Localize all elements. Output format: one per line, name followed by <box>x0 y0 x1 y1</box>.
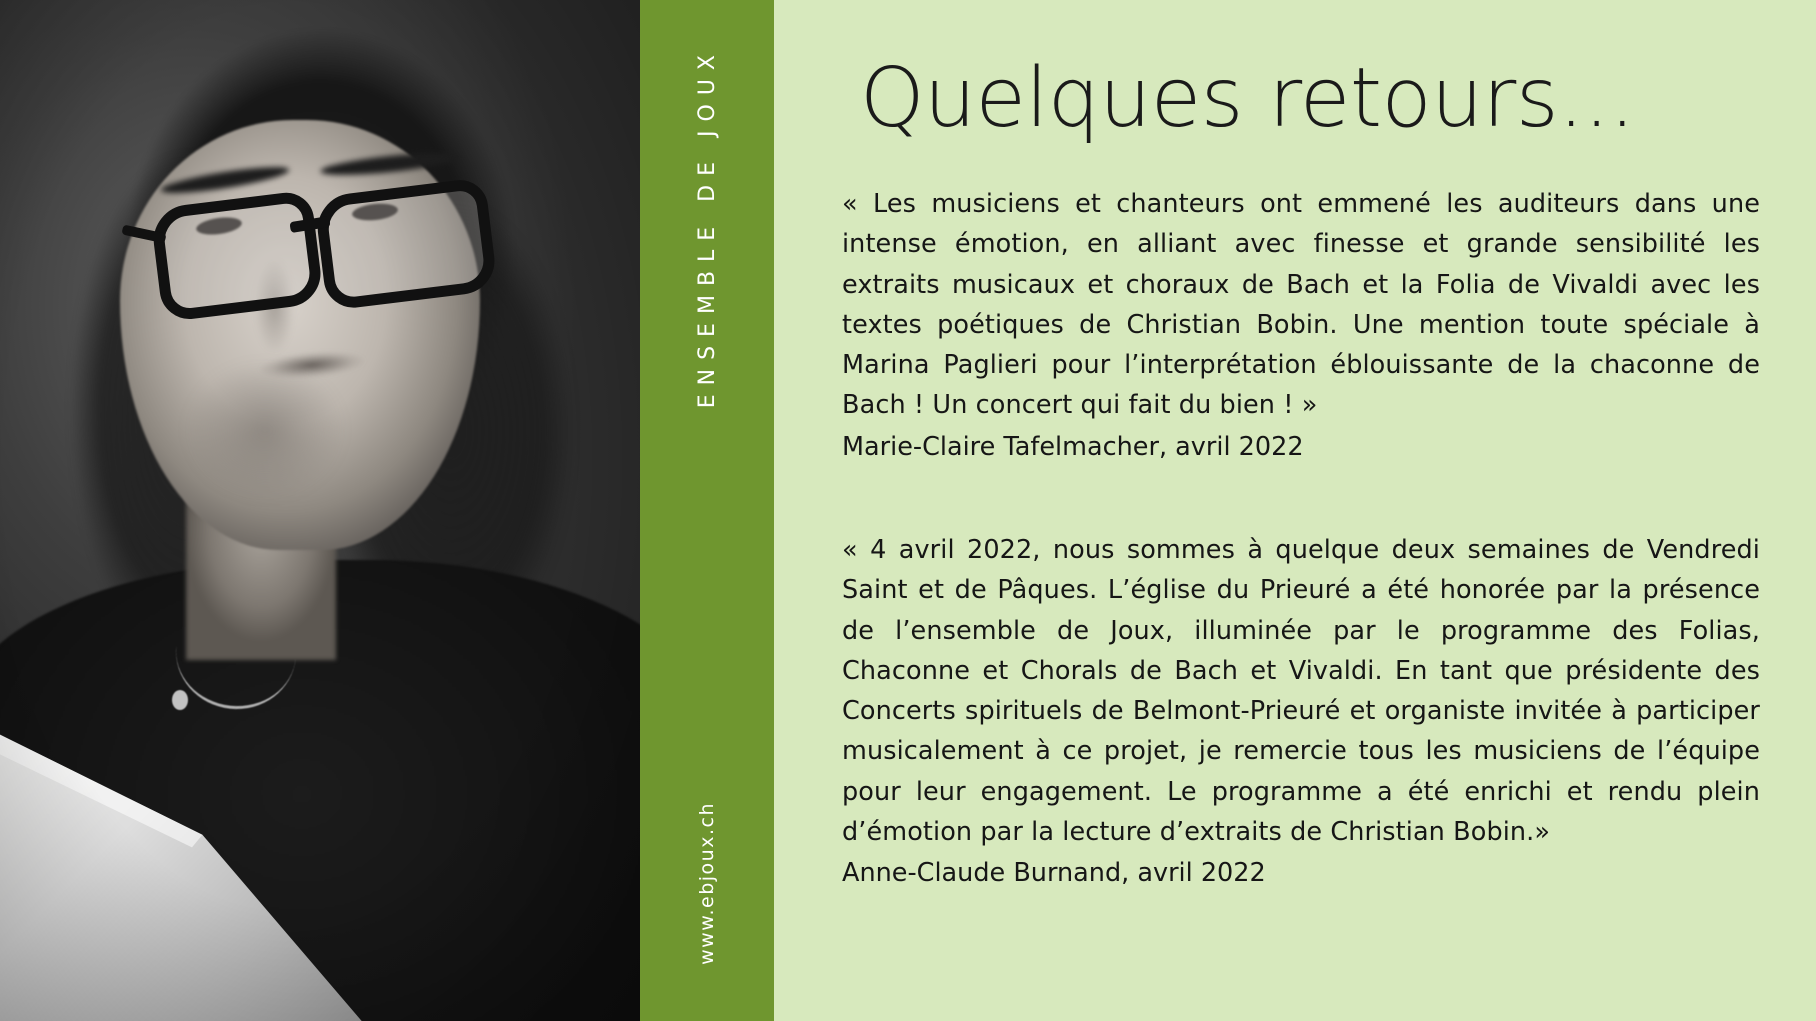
testimonial-text-1: « Les musiciens et chanteurs ont emmené les auditeurs dans une intense émotion, en alliant avec finesse et grande sensibilité les extraits musicaux et choraux de Bach et la Folia de Vivaldi avec les textes poétiques de Christian Bobin. Une mention toute spéciale à Marina Paglieri pour l’interprétation éblouissante de la chaconne de Bach ! Un concert qui fait du bien ! » <box>842 189 1760 421</box>
ensemble-name: ENSEMBLE DE JOUX <box>694 46 720 409</box>
photo-vignette <box>0 0 640 1021</box>
testimonial-text-2: « 4 avril 2022, nous sommes à quelque deux semaines de Vendredi Saint et de Pâques. L’église du Prieuré a été honorée par la présence de l’ensemble de Joux, illuminée par le programme des Folias, Chaconne et Chorals de Bach et Vivaldi. En tant que présidente des Concerts spirituels de Belmont-Prieuré et organiste invitée à participer musicalement à ce projet, je remercie tous les musiciens de l’équipe pour leur engagement. Le programme a été enrichi et rendu plein d’émotion par la lecture d’extraits de Christian Bobin.» <box>842 534 1760 847</box>
content-panel <box>774 0 1816 1021</box>
testimonial-signature-1: Marie-Claire Tafelmacher, avril 2022 <box>842 431 1304 462</box>
brand-band <box>640 0 774 1021</box>
testimonial-signature-2: Anne-Claude Burnand, avril 2022 <box>842 858 1266 889</box>
page-title: Quelques retours... <box>860 51 1635 146</box>
website-url[interactable]: www.ebjoux.ch <box>696 802 718 965</box>
portrait-photo <box>0 0 640 1021</box>
